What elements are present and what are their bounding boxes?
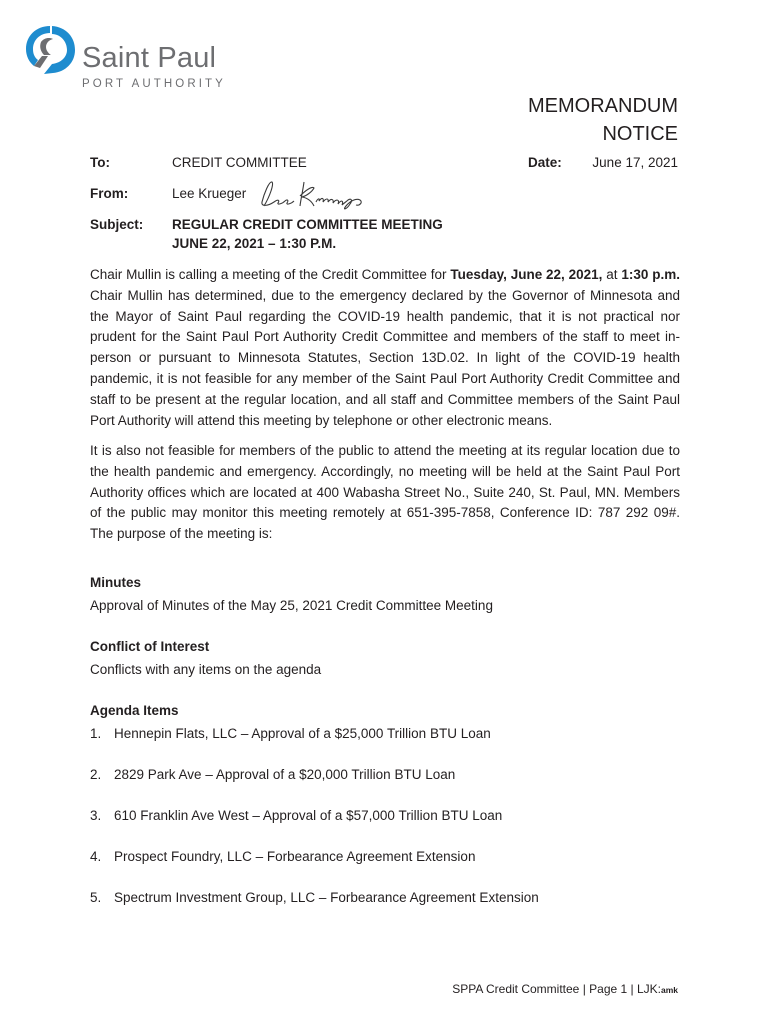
agenda-item [90,849,475,864]
public-access-paragraph: It is also not feasible for members of the public to attend the meeting at its regular location due to the health pandemic and emergency. Accordingly, no meeting will be held at the Saint Paul Port Authority offices which are located at 400 Wabasha Street No., Suite 240, St. Paul, MN. Members of the public may monitor this meeting remotely at 651-395-7858, Conference ID: 787 292 09#. The purpose of the meeting is: [90,443,680,542]
title-line-notice: NOTICE [602,123,678,145]
p1-time: 1:30 p.m. [621,267,680,282]
agenda-item-text: Spectrum Investment Group, LLC – Forbearance Agreement Extension [114,890,539,905]
p1-date: Tuesday, June 22, 2021, [450,267,603,282]
minutes-text: Approval of Minutes of the May 25, 2021 Credit Committee Meeting [90,598,493,613]
subject-line-1: REGULAR CREDIT COMMITTEE MEETING [172,217,443,232]
from-value: Lee Krueger [172,186,247,201]
logo-mark-icon [22,22,78,78]
agenda-item [90,767,455,782]
agenda-item-text: Prospect Foundry, LLC – Forbearance Agreement Extension [114,849,476,864]
page-footer [452,982,678,996]
to-label: To: [90,155,110,170]
p1-intro: Chair Mullin is calling a meeting of the Credit Committee for [90,267,451,282]
conflict-text: Conflicts with any items on the agenda [90,662,322,677]
meeting-call-paragraph [90,265,680,431]
agenda-item-number: 5. [90,890,102,905]
agenda-item [90,890,539,905]
date-label: Date: [528,155,562,170]
agenda-item-number: 4. [90,849,102,864]
to-value: CREDIT COMMITTEE [172,155,307,170]
title-line-memorandum: MEMORANDUM [528,95,678,117]
p1-rest: Chair Mullin has determined, due to the emergency declared by the Governor of Minnesota and the Mayor of Saint Paul regarding the COVID-19 health pandemic, that it is not practical nor prudent for the Saint Paul Port Authority Credit Committee and members of the staff to meet in-person or pursuant to Minnesota Statutes, Section 13D.02. In light of the COVID-19 health pandemic, it is not feasible for any member of the Saint Paul Port Authority Credit Committee and staff to be present at the regular location, and all staff and Committee members of the Saint Paul Port Authority will attend this meeting by telephone or other electronic means. [90,287,680,428]
logo-name: Saint Paul [82,42,217,74]
p1-at: at [602,267,622,282]
agenda-item-number: 1. [90,726,102,741]
agenda-item-text: Hennepin Flats, LLC – Approval of a $25,000 Trillion BTU Loan [114,726,491,741]
agenda-item-text: 610 Franklin Ave West – Approval of a $57,000 Trillion BTU Loan [114,808,503,823]
agenda-item-number: 3. [90,808,102,823]
subject-line-2: JUNE 22, 2021 – 1:30 P.M. [172,236,337,251]
agenda-item-text: 2829 Park Ave – Approval of a $20,000 Trillion BTU Loan [114,767,456,782]
port-authority-logo [22,22,262,94]
date-value: June 17, 2021 [592,155,678,170]
agenda-item-number: 2. [90,767,102,782]
footer-text: SPPA Credit Committee | Page 1 | LJK: [452,982,661,996]
minutes-heading: Minutes [90,575,142,590]
subject-label: Subject: [90,217,144,232]
agenda-heading: Agenda Items [90,703,179,718]
logo-subtitle: PORT AUTHORITY [82,78,226,90]
footer-initials: amk [660,985,678,995]
from-label: From: [90,186,129,201]
agenda-item [90,808,502,823]
signature-image [256,176,374,212]
agenda-item [90,726,491,741]
subject-value [172,215,443,253]
memo-title [528,92,678,148]
conflict-heading: Conflict of Interest [90,639,210,654]
